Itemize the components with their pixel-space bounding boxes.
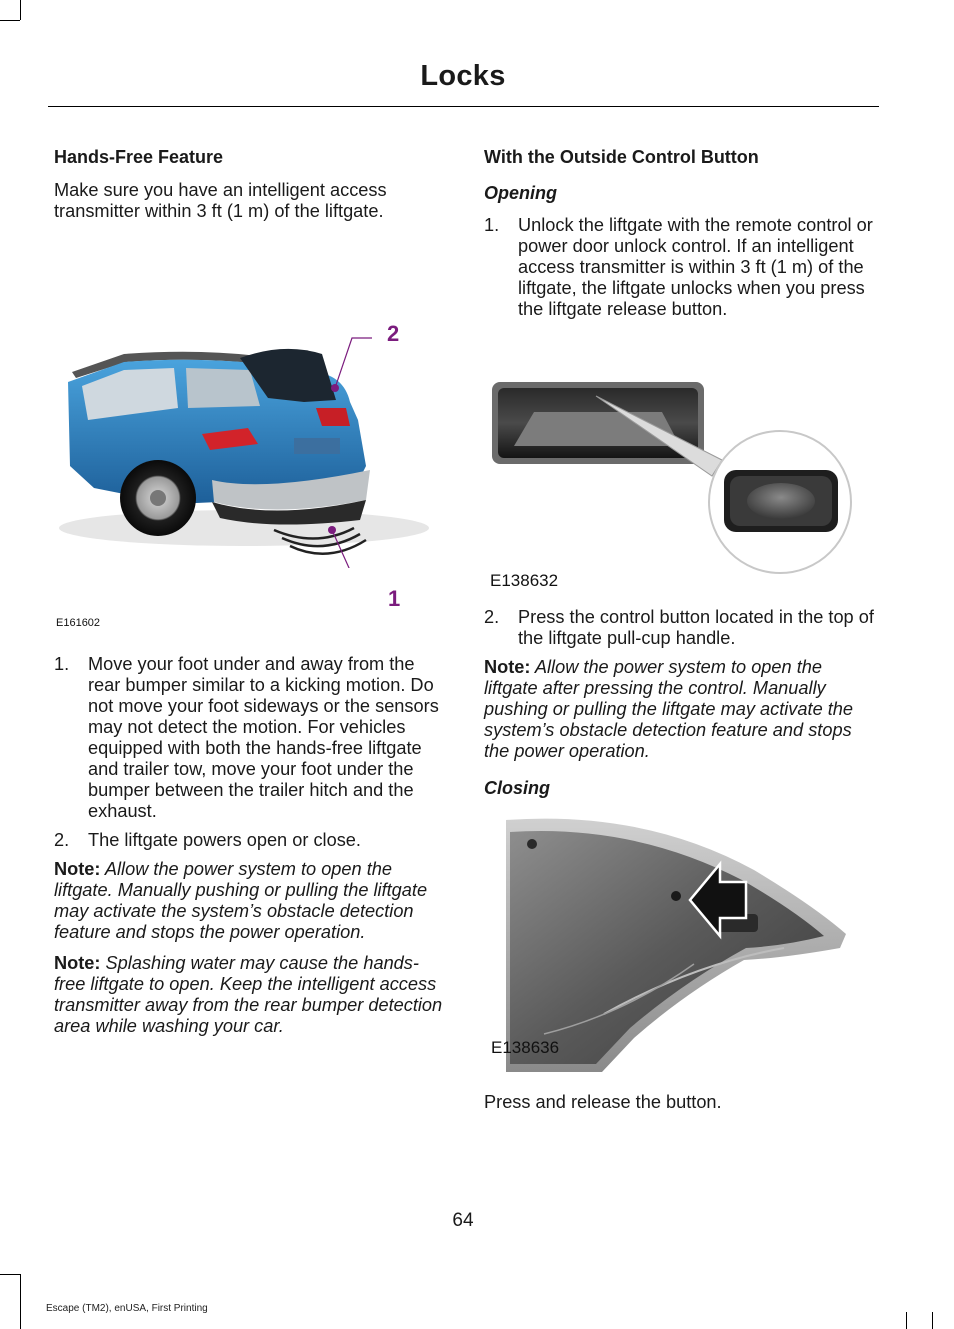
callout-2: 2 — [387, 321, 400, 346]
step-text: Press the control button located in the top of the liftgate pull-cup handle. — [518, 607, 874, 648]
step-text: Unlock the liftgate with the remote control or power door unlock control. If an intelligent access transmitter is within 3 ft (1 m) of the liftgate, the liftgate unlocks when you press the liftgate release button. — [518, 215, 873, 319]
step-number: 1. — [484, 215, 500, 235]
list-item — [484, 607, 876, 649]
step-number: 1. — [54, 654, 70, 674]
list-item — [54, 830, 446, 851]
step-number: 2. — [484, 607, 500, 627]
step-text: Move your foot under and away from the rear bumper similar to a kicking motion. Do not move your foot sideways or the sensors may not detect the motion. For vehicles equipped with both the hands-free liftgate and trailer tow, move your foot under the bumper between the trailer hitch and the exhaust. — [88, 654, 439, 821]
section-heading: With the Outside Control Button — [484, 147, 759, 167]
steps-list — [484, 607, 876, 649]
note-text: Splashing water may cause the hands-free liftgate to open. Keep the intelligent access transmitter away from the rear bumper detection area while washing your car. — [54, 953, 443, 1036]
closing-paragraph: Press and release the button. — [484, 1092, 722, 1112]
figure-code: E138632 — [490, 571, 559, 590]
note-label: Note: — [54, 859, 101, 879]
page-number: 64 — [452, 1210, 474, 1231]
crop-mark — [932, 1312, 933, 1329]
callout-1: 1 — [388, 586, 401, 611]
crop-mark — [0, 20, 20, 21]
right-column — [484, 145, 876, 1113]
steps-list — [484, 215, 876, 320]
note — [484, 657, 876, 762]
subheading-closing: Closing — [484, 778, 550, 798]
title-rule — [48, 106, 879, 107]
subheading-opening: Opening — [484, 183, 557, 203]
left-column — [54, 145, 446, 1037]
note-text: Allow the power system to open the liftgate after pressing the control. Manually pushing or pulling the liftgate may activate the system’s obstacle detection feature and stops the power operation. — [484, 657, 854, 761]
liftgate-interior-illustration — [484, 814, 876, 1076]
pull-cup-handle-illustration — [484, 330, 876, 595]
note-text: Allow the power system to open the liftgate. Manually pushing or pulling the liftgate may activate the system’s obstacle detection feature and stops the power operation. — [54, 859, 428, 942]
step-text: The liftgate powers open or close. — [88, 830, 361, 850]
note-label: Note: — [484, 657, 531, 677]
crop-mark — [20, 0, 21, 20]
page-title: Locks — [420, 60, 506, 92]
list-item — [484, 215, 876, 320]
note — [54, 859, 446, 943]
figure-code: E138636 — [491, 1038, 560, 1057]
note-label: Note: — [54, 953, 101, 973]
intro-paragraph: Make sure you have an intelligent access transmitter within 3 ft (1 m) of the liftgate. — [54, 180, 387, 221]
steps-list — [54, 654, 446, 851]
footer-text: Escape (TM2), enUSA, First Printing — [46, 1303, 208, 1314]
figure-code: E161602 — [56, 617, 101, 629]
liftgate-close-button-figure — [484, 814, 876, 1076]
crop-mark — [0, 1274, 20, 1275]
crop-mark — [20, 1274, 21, 1329]
car-rear-illustration — [54, 230, 446, 568]
release-button-figure — [484, 330, 876, 595]
crop-mark — [906, 1312, 907, 1329]
section-heading: Hands-Free Feature — [54, 147, 224, 167]
note — [54, 953, 446, 1037]
step-number: 2. — [54, 830, 70, 850]
list-item — [54, 654, 446, 822]
car-liftgate-figure — [54, 230, 446, 629]
